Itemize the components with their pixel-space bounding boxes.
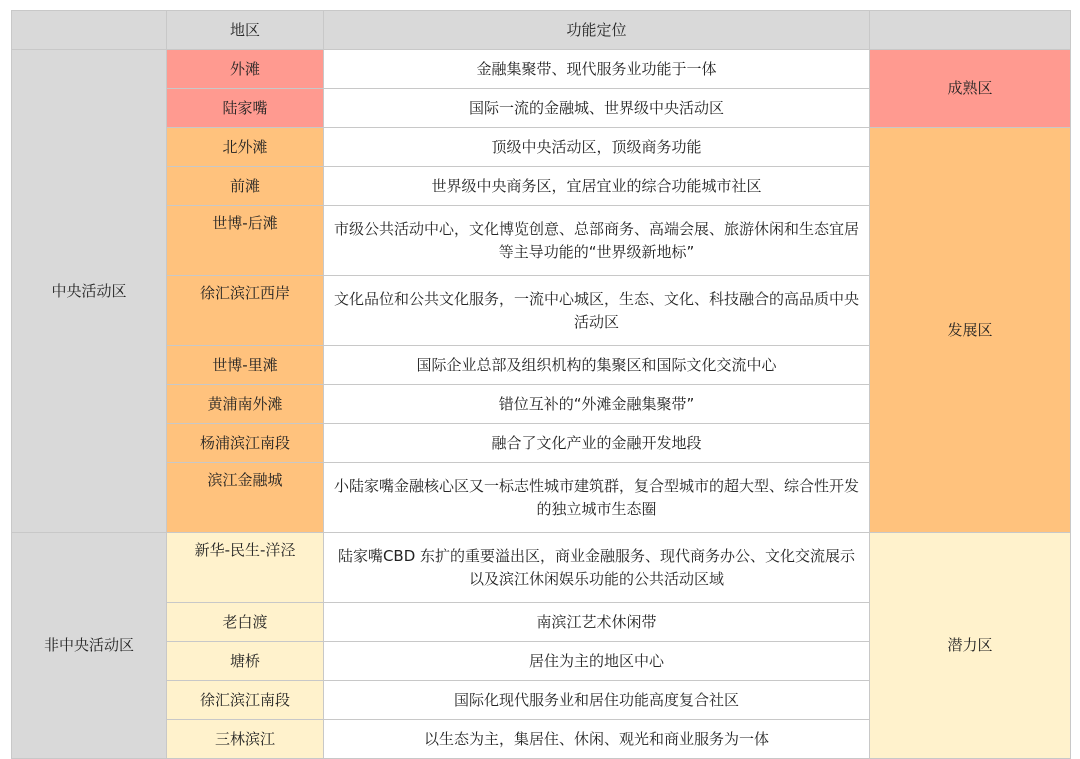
function-cell: 顶级中央活动区，顶级商务功能 (324, 128, 870, 167)
header-category (870, 11, 1071, 50)
function-cell: 国际企业总部及组织机构的集聚区和国际文化交流中心 (324, 346, 870, 385)
header-row (12, 11, 1071, 50)
category-cell-mature: 成熟区 (870, 50, 1071, 128)
function-cell: 文化品位和公共文化服务，一流中心城区，生态、文化、科技融合的高品质中央活动区 (324, 276, 870, 346)
function-cell: 陆家嘴CBD 东扩的重要溢出区，商业金融服务、现代商务办公、文化交流展示以及滨江休闲娱乐功能的公共活动区域 (324, 533, 870, 603)
region-cell: 新华-民生-洋泾 (167, 533, 324, 603)
function-cell: 居住为主的地区中心 (324, 642, 870, 681)
region-cell: 外滩 (167, 50, 324, 89)
function-cell: 小陆家嘴金融核心区又一标志性城市建筑群，复合型城市的超大型、综合性开发的独立城市生态圈 (324, 463, 870, 533)
region-cell: 陆家嘴 (167, 89, 324, 128)
category-cell-developing: 发展区 (870, 128, 1071, 533)
region-cell: 三林滨江 (167, 720, 324, 759)
function-cell: 国际一流的金融城、世界级中央活动区 (324, 89, 870, 128)
region-cell: 前滩 (167, 167, 324, 206)
region-cell: 徐汇滨江西岸 (167, 276, 324, 346)
region-cell: 滨江金融城 (167, 463, 324, 533)
function-cell: 市级公共活动中心，文化博览创意、总部商务、高端会展、旅游休闲和生态宜居等主导功能的“世界级新地标” (324, 206, 870, 276)
table-row (12, 533, 1071, 603)
function-cell: 以生态为主，集居住、休闲、观光和商业服务为一体 (324, 720, 870, 759)
category-cell-potential: 潜力区 (870, 533, 1071, 759)
function-cell: 世界级中央商务区，宜居宜业的综合功能城市社区 (324, 167, 870, 206)
function-cell: 国际化现代服务业和居住功能高度复合社区 (324, 681, 870, 720)
region-cell: 徐汇滨江南段 (167, 681, 324, 720)
header-region: 地区 (167, 11, 324, 50)
region-cell: 北外滩 (167, 128, 324, 167)
header-group (12, 11, 167, 50)
region-cell: 黄浦南外滩 (167, 385, 324, 424)
function-cell: 南滨江艺术休闲带 (324, 603, 870, 642)
table-container (11, 10, 1070, 759)
table-row (12, 50, 1071, 89)
function-cell: 错位互补的“外滩金融集聚带” (324, 385, 870, 424)
table-row (12, 128, 1071, 167)
function-cell: 融合了文化产业的金融开发地段 (324, 424, 870, 463)
group-cell-noncentral: 非中央活动区 (12, 533, 167, 759)
group-cell-central: 中央活动区 (12, 50, 167, 533)
region-cell: 杨浦滨江南段 (167, 424, 324, 463)
region-cell: 世博-后滩 (167, 206, 324, 276)
function-cell: 金融集聚带、现代服务业功能于一体 (324, 50, 870, 89)
header-function: 功能定位 (324, 11, 870, 50)
function-positioning-table (11, 10, 1071, 759)
region-cell: 老白渡 (167, 603, 324, 642)
region-cell: 塘桥 (167, 642, 324, 681)
region-cell: 世博-里滩 (167, 346, 324, 385)
